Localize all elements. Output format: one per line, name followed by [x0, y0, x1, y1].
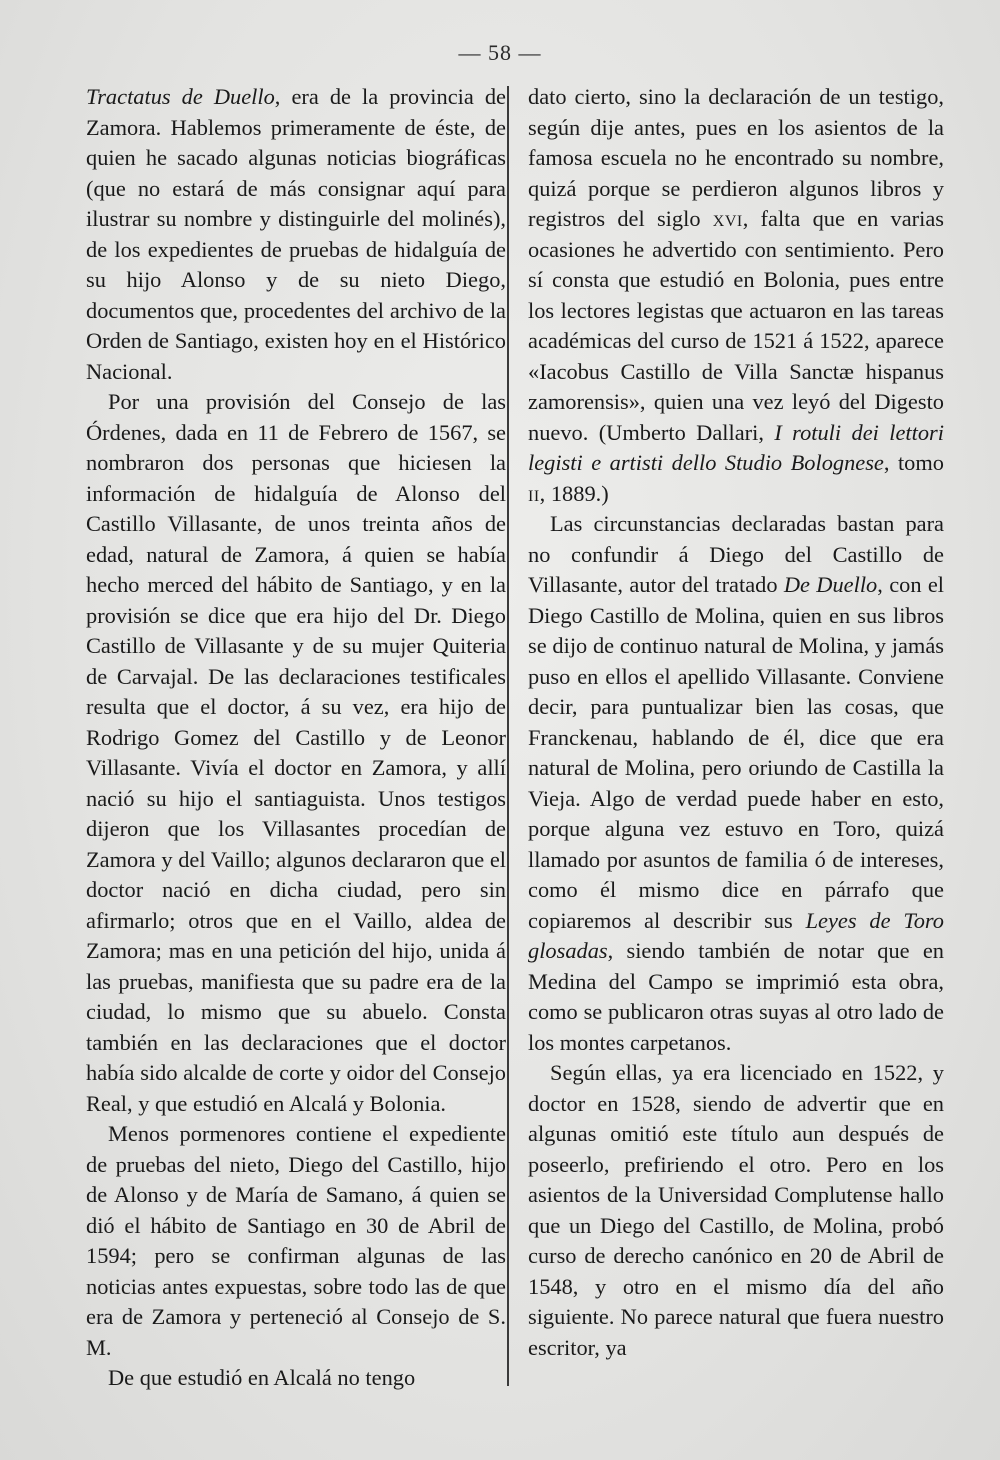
- century-small-caps: xvi: [712, 206, 743, 231]
- right-paragraph-3: Según ellas, ya era licenciado en 1522, y doctor en 1528, siendo de advertir que en algunas omitió este título aun después de poseerlo, prefiriendo el otro. Pero en los asientos de la Universidad Complutense hallo que un Diego del Castillo, de Molina, probó curso de derecho canónico en 20 de Abril de 1548, y otro en el mismo día del año siguiente. No parece natural que fuera nuestro escritor, ya: [528, 1060, 944, 1360]
- book-title-italic: Tractatus de Duello: [86, 84, 275, 109]
- left-paragraph-1-text: , era de la provincia de Zamora. Hablemos primeramente de éste, de quien he sacado algunas noticias biográficas (que no estará de más consignar aquí para ilustrar su nombre y distinguirle del molinés), de los expedientes de pruebas de hidalguía de su hijo Alonso y de su nieto Diego, documentos que, procedentes del archivo de la Orden de Santiago, existen hoy en el Histórico Nacional.: [86, 84, 506, 384]
- right-p1-part-c: , tomo: [883, 450, 944, 475]
- right-p2-part-b: , con el Diego Castillo de Molina, quien en sus libros se dijo de continuo natural de Molina, y jamás puso en ellos el apellido Villasante. Conviene decir, para puntualizar bien las cosas, que Franckenau, hablando de él, dice que era natural de Molina, pero oriundo de Castilla la Vieja. Algo de verdad puede haber en esto, porque alguna vez estuvo en Toro, quizá llamado por asuntos de familia ó de intereses, como él mismo dice en párrafo que copiaremos al describir sus: [528, 572, 945, 933]
- right-p1-part-a: dato cierto, sino la declaración de un testigo, según dije antes, pues en los asientos de la famosa escuela no he encontrado su nombre, quizá porque se perdieron algunos libros y registros del siglo: [528, 84, 944, 231]
- left-column: [86, 82, 506, 1394]
- right-paragraph-1: [528, 82, 944, 509]
- left-paragraph-4: De que estudió en Alcalá no tengo: [108, 1365, 416, 1390]
- tomo-small-caps: ii: [528, 480, 540, 506]
- citation-title-italic: I rotuli dei lettori legisti e artisti dello Studio Bolognese: [528, 419, 944, 475]
- right-p2-part-c: , siendo también de notar que en Medina del Campo se imprimió esta obra, como se publicaron otras suyas al otro lado de los montes carpetanos.: [528, 938, 944, 1055]
- page-number: — 58 —: [458, 40, 542, 65]
- leyes-title-italic: Leyes de Toro glosadas: [528, 907, 944, 963]
- treatise-title-italic: De Duello: [783, 572, 878, 597]
- left-paragraph-1: [86, 82, 506, 387]
- right-column: [506, 82, 944, 1363]
- right-p1-part-d: , 1889.): [539, 480, 609, 506]
- left-paragraph-2: Por una provisión del Consejo de las Órdenes, dada en 11 de Febrero de 1567, se nombraron dos personas que hiciesen la información de hidalguía de Alonso del Castillo Villasante, de unos treinta años de edad, natural de Zamora, á quien se había hecho merced del hábito de Santiago, y en la provisión se dice que era hijo del Dr. Diego Castillo de Villasante y de su mujer Quiteria de Carvajal. De las declaraciones testificales resulta que el doctor, á su vez, era hijo de Rodrigo Gomez del Castillo y de Leonor Villasante. Vivía el doctor en Zamora, y allí nació su hijo el santiaguista. Unos testigos dijeron que los Villasantes procedían de Zamora y del Vaillo; algunos declararon que el doctor nació en dicha ciudad, pero sin afirmarlo; otros que en el Vaillo, aldea de Zamora; mas en una petición del hijo, unida á las pruebas, manifiesta que su padre era de la ciudad, lo mismo que su abuelo. Consta también en las declaraciones que el doctor había sido alcalde de corte y oidor del Consejo Real, y que estudió en Alcalá y Bolonia.: [86, 389, 506, 1116]
- right-p2-part-a: Las circunstancias declaradas bastan para no confundir á Diego del Castillo de Villasante, autor del tratado: [528, 511, 944, 597]
- right-paragraph-2: [528, 509, 944, 1058]
- right-p1-part-b: , falta que en varias ocasiones he advertido con sentimiento. Pero sí consta que estudió en Bolonia, pues entre los lectores legistas que actuaron en las tareas académicas del curso de 1521 á 1522, aparece «Iacobus Castillo de Villa Sanctæ hispanus zamorensis», quien una vez leyó del Digesto nuevo. (Umberto Dallari,: [528, 206, 944, 445]
- left-paragraph-3: Menos pormenores contiene el expediente de pruebas del nieto, Diego del Castillo, hijo de Alonso y de María de Samano, á quien se dió el hábito de Santiago en 30 de Abril de 1594; pero se confirman algunas de las noticias antes expuestas, sobre todo las de que era de Zamora y perteneció al Consejo de S. M.: [86, 1121, 506, 1360]
